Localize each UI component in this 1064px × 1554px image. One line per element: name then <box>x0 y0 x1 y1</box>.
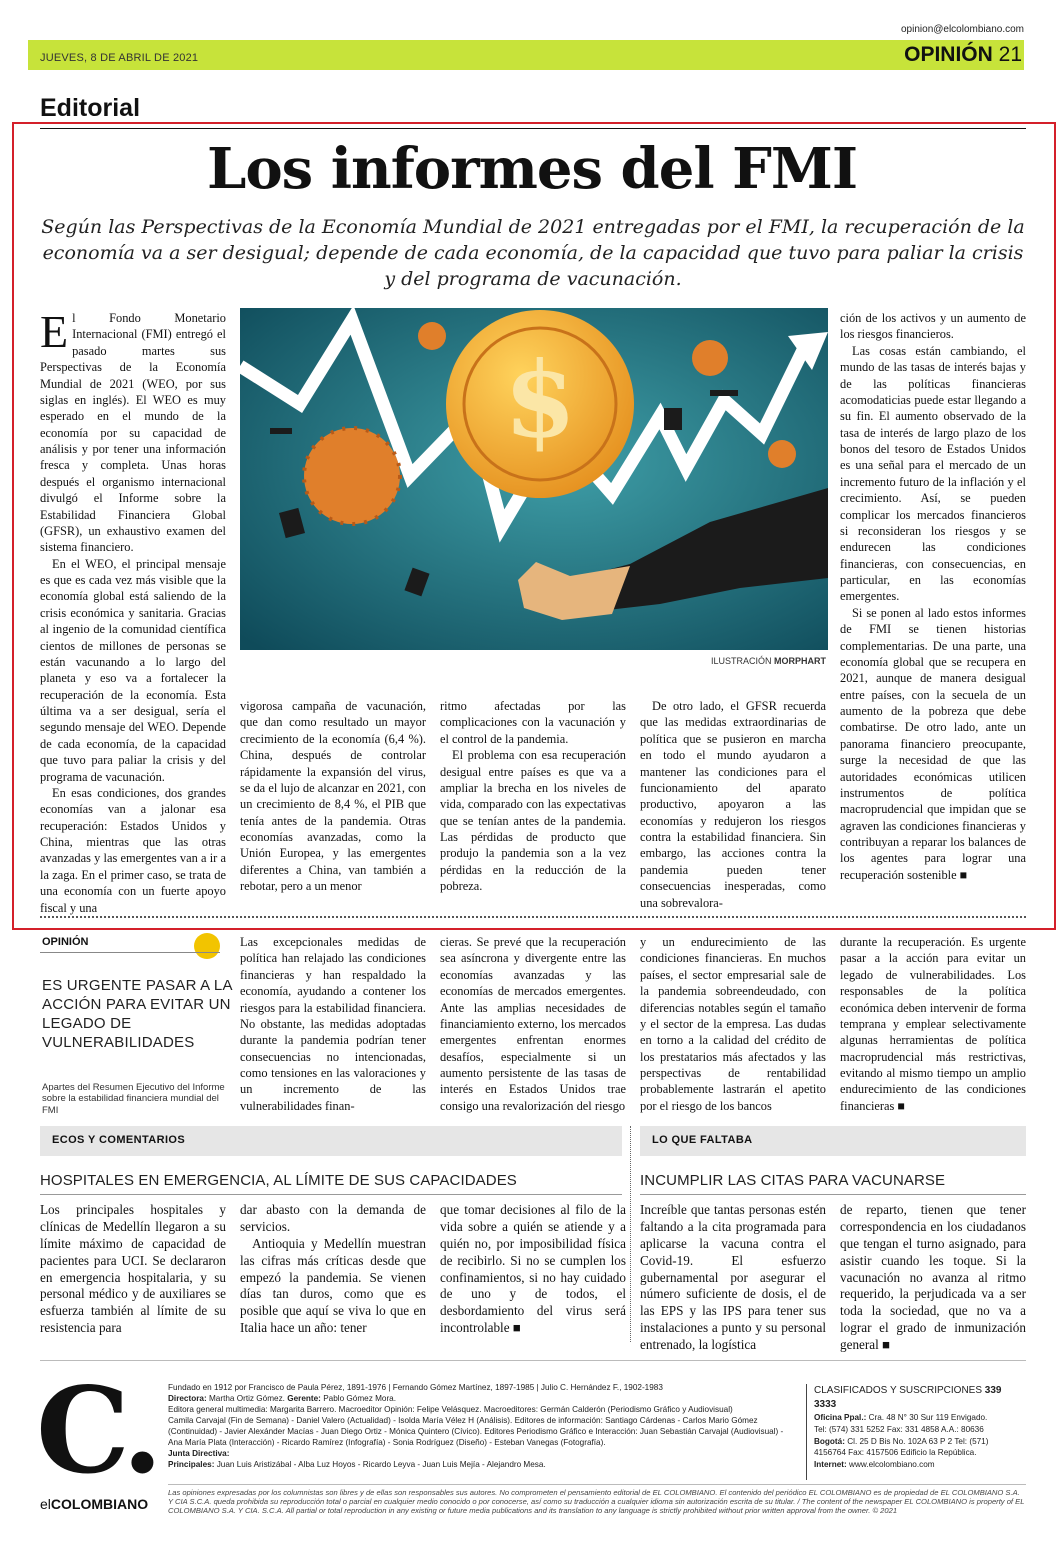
section-name: OPINIÓN <box>904 43 993 66</box>
illustration-art <box>240 308 828 650</box>
drop-cap: E <box>40 306 69 357</box>
paragraph: durante la recuperación. Es urgente pasar a la acción para evitar un legado de vulnerabilidades. Los responsables de la política económica deben intervenir de forma temprana y emplear selectivamente algunas herramientas de política macroprudencial más restrictivas, evitando al mismo tiempo un amplio endurecimiento de las condiciones financieras ■ <box>840 935 1026 1113</box>
directora-name: Martha Ortiz Gómez. <box>208 1393 285 1403</box>
classifieds-label: CLASIFICADOS Y SUSCRIPCIONES <box>814 1385 983 1396</box>
faltaba-band: LO QUE FALTABA <box>640 1126 1026 1156</box>
divider <box>40 916 1026 918</box>
faltaba-column-2 <box>840 1202 1026 1354</box>
classifieds-line <box>814 1384 1026 1412</box>
ecos-column-3 <box>440 1202 626 1337</box>
bogota-line-2: 4156764 Fax: 4157506 Edificio la República. <box>814 1448 977 1458</box>
divider <box>806 1384 807 1480</box>
paragraph: Las cosas están cambiando, el mundo de las tasas de interés bajas y de las políticas financieras acomodaticias puede estar llegando a su fin. El aumento observado de la tasa de interés de largo plazo de los bonos del tesoro de Estados Unidos es una señal para el mercado de un incremento futuro de la inflación y el crecimiento. Así, se pueden complicar los mercados financieros si reconsideran los riesgos y se endurecen las condiciones financieras, con consecuencias, en particular, en las economías emergentes. <box>840 343 1026 604</box>
issue-date: JUEVES, 8 DE ABRIL DE 2021 <box>40 52 199 64</box>
contact-email[interactable]: opinion@elcolombiano.com <box>901 24 1024 35</box>
opinion-column-2 <box>440 934 626 1114</box>
office-label: Oficina Ppal.: <box>814 1413 867 1423</box>
ecos-column-2 <box>240 1202 426 1337</box>
paragraph: El problema con esa recuperación desigual entre países es que va a ampliar la brecha en los niveles de vida, comparado con las expectativas que se tenían antes de la pandemia. Las pérdidas de producto que produjo la pandemia son a la vez pérdidas en la reducción de la pobreza. <box>440 748 626 894</box>
opinion-column-4 <box>840 934 1026 1114</box>
paragraph: Increíble que tantas personas estén faltando a la cita programada para aplicarse la vacuna contra el Covid-19. El esfuerzo gubernamental por asegurar el número suficiente de dosis, el de las EPS y las IPS para tener sus instalaciones a punto y su personal entrenado, la logística <box>640 1202 826 1353</box>
opinion-label: OPINIÓN <box>42 936 89 948</box>
editorial-column-2 <box>240 698 426 895</box>
divider <box>40 128 1026 129</box>
paragraph: vigorosa campaña de vacunación, que dan como resultado un mayor crecimiento de la economía (6,4 %). China, después de controlar rápidamente la expansión del virus, se da el lujo de alcanzar en 2021, con un crecimiento de 8,4 %, el PIB que tenía antes de la pandemia. Otras economías avanzadas, como la Unión Europea, y las emergentes diferentes a China, van también a rebotar, pero a un menor <box>240 699 426 894</box>
principales-line <box>168 1460 798 1471</box>
editorial-illustration <box>240 308 828 650</box>
principales-label: Principales: <box>168 1459 215 1469</box>
paragraph: Antioquia y Medellín muestran las cifras más críticas desde que empezó la pandemia. Se vienen días tan duros, como que es posible que aquí se viva lo que en Italia hace un año: tener <box>240 1235 426 1336</box>
dollar-coin-icon <box>446 310 634 498</box>
directora-label: Directora: <box>168 1393 207 1403</box>
editorial-deck: Según las Perspectivas de la Economía Mundial de 2021 entregadas por el FMI, la recuperación de la economía va a ser desigual; depende de cada economía, de la capacidad que tuvo para paliar la crisis y del programa de vacunación. <box>41 216 1025 291</box>
divider <box>40 1194 622 1195</box>
credit-prefix: ILUSTRACIÓN <box>710 656 772 666</box>
bogota-label: Bogotá: <box>814 1436 845 1446</box>
classifieds-phone: 339 3333 <box>814 1385 1002 1411</box>
office-address: Cra. 48 N° 30 Sur 119 Envigado. <box>868 1413 988 1423</box>
bogota-address: Cl. 25 D Bis No. 102A 63 P 2 Tel: (571) <box>847 1436 989 1446</box>
editorial-label: Editorial <box>40 94 141 122</box>
virus-icon <box>692 340 728 376</box>
opinion-title: ES URGENTE PASAR A LA ACCIÓN PARA EVITAR UN LEGADO DE VULNERABILIDADES <box>42 977 232 1052</box>
paragraph: ritmo afectadas por las complicaciones con la vacunación y el control de la pandemia. <box>440 699 626 746</box>
paragraph: de reparto, tienen que tener correspondencia en los ciudadanos que tengan el turno asignado, para asistir cuando les toque. Si la vacunación no avanza al ritmo requerido, la perjudicada va a ser toda la sociedad, que no va a lograr el grado de inmunización general ■ <box>840 1202 1026 1353</box>
paragraph: En esas condiciones, dos grandes economías van a jalonar esa recuperación: Estados Unidos y China, mientras que las otras avanzadas y las emergentes van a ir a la zaga. En el primer caso, se trata de una economía con un fuerte apoyo fiscal y una <box>40 785 226 915</box>
logo-prefix: el <box>40 1496 51 1512</box>
staff-line: (Continuidad) - Javier Alexánder Macías - Juan Diego Ortiz - Mónica Quintero (Cívico). Editores Periodismo Gráfico e Interacción: Juan Sebastián Carvajal (Audiovisual) - <box>168 1426 784 1436</box>
paragraph: cieras. Se prevé que la recuperación sea asíncrona y divergente entre las economías avanzadas y las economías de mercados emergentes. Ante las amplias necesidades de financiamiento externo, los mercados emergentes enfrentan enormes desafíos, especialmente si un aumento persistente de las tasas de interés en Estados Unidos trae consigo una revalorización del riesgo <box>440 935 626 1113</box>
staff-line: Camila Carvajal (Fin de Semana) - Daniel Valero (Actualidad) - Isolda María Vélez H (Análisis). Editores de información: Santiago Cárdenas - Carlos Mario Gómez <box>168 1415 758 1425</box>
editorial-column-3 <box>440 698 626 895</box>
ecos-title: HOSPITALES EN EMERGENCIA, AL LÍMITE DE SUS CAPACIDADES <box>40 1172 517 1189</box>
editorial-column-4 <box>640 698 826 911</box>
editorial-column-1 <box>40 306 226 916</box>
virus-icon <box>418 322 446 350</box>
junta-label: Junta Directiva: <box>168 1448 230 1458</box>
virus-icon <box>304 428 400 524</box>
paragraph: que tomar decisiones al filo de la vida sobre a quién se atiende y a quién no, por imposibilidad física de recibirlo. Si no se cumplen los confinamientos, si no hay cuidado de uno y de todos, el desbordamiento del virus será incontrolable ■ <box>440 1202 626 1336</box>
newspaper-logo: C. <box>36 1361 157 1500</box>
section-page-tag <box>904 43 1022 67</box>
logo-name: COLOMBIANO <box>50 1496 149 1512</box>
masthead <box>168 1383 798 1471</box>
office-line <box>814 1412 1026 1424</box>
newspaper-name <box>40 1496 148 1512</box>
svg-text:$: $ <box>503 338 577 461</box>
phone-line: Tel: (574) 331 5252 Fax: 331 4858 A.A.: 80636 <box>814 1425 984 1435</box>
direction-line <box>168 1394 798 1405</box>
divider <box>40 1360 1026 1361</box>
opinion-column-1 <box>240 934 426 1114</box>
ecos-column-1 <box>40 1202 226 1337</box>
opinion-icon <box>194 933 220 959</box>
internet-label: Internet: <box>814 1459 847 1469</box>
principales-names: Juan Luis Aristizábal - Alba Luz Hoyos - Ricardo Leyva - Juan Luis Mejía - Alejandro Mesa. <box>216 1459 546 1469</box>
illustration-credit <box>640 656 826 666</box>
virus-icon <box>768 440 796 468</box>
faltaba-title: INCUMPLIR LAS CITAS PARA VACUNARSE <box>640 1172 946 1189</box>
paragraph: En el WEO, el principal mensaje es que es cada vez más visible que la economía global está saliendo de la crisis económica y sanitaria. Gracias al ingenio de la comunidad científica cientos de millones de personas se están vacunando a lo largo del planeta y eso va a fortalecer la recuperación de la economía. Esta última va a ser desigual, sería el segundo mensaje del WEO. Depende de cada economía, de la capacidad que tuvo para paliar la crisis y del programa de vacunación. <box>40 556 226 784</box>
editorial-headline: Los informes del FMI <box>206 136 858 202</box>
gerente-name: Pablo Gómez Mora. <box>323 1393 396 1403</box>
paragraph: ción de los activos y un aumento de los riesgos financieros. <box>840 311 1026 342</box>
ecos-band: ECOS Y COMENTARIOS <box>40 1126 622 1156</box>
paragraph: y un endurecimiento de las condiciones financieras. En muchos países, el sector empresarial sale de la pandemia sobreendeudado, con diferencias notables según el tamaño y el sector de la empresa. Las dudas en torno a la calidad del crédito de los prestatarios más afectados y las perspectivas de rentabilidad probablemente lastrarán el apetito por el riesgo de los bancos <box>640 935 826 1113</box>
paragraph: Las excepcionales medidas de política han relajado las condiciones financieras y han respaldado la economía, ayudando a contener los riesgos para la estabilidad financiera. No obstante, las medidas adoptadas durante la pandemia podrían tener consecuencias no intencionadas, como tensiones en las valoraciones y un incremento de las vulnerabilidades finan- <box>240 935 426 1113</box>
editorial-column-5 <box>840 310 1026 883</box>
contact-block <box>814 1384 1026 1471</box>
page-number: 21 <box>998 43 1022 66</box>
opinion-column-3 <box>640 934 826 1114</box>
paragraph: dar abasto con la demanda de servicios. <box>240 1202 426 1234</box>
divider <box>168 1484 1026 1485</box>
divider <box>40 952 220 953</box>
column-separator <box>630 1126 631 1342</box>
junta-line <box>168 1449 798 1460</box>
paragraph: l Fondo Monetario Internacional (FMI) entregó el pasado martes sus Perspectivas de la Economía Mundial de 2021 (WEO, por sus siglas en inglés). El WEO es muy esperado en el mundo de la economía por su capacidad de análisis y por tener una información fresca y completa. Unas horas después el organismo internacional divulgó el Informe sobre la Estabilidad Financiera Global (GFSR), un exhaustivo examen del sistema financiero. <box>40 311 226 555</box>
paragraph: Si se ponen al lado estos informes de FMI se tienen historias complementarias. De una parte, una economía global que se recupera en 2021, aunque de manera desigual entre países, con la secuela de un aumento de la pobreza que debe combatirse. De otro lado, ante un panorama financiero preocupante, surge la necesidad de que las autoridades económicas utilicen instrumentos de política macroprudencial que impidan que se agraven las condiciones financieras y contribuyan a reparar los balances de los agentes para lograr una recuperación sostenible ■ <box>840 605 1026 882</box>
paragraph: De otro lado, el GFSR recuerda que las medidas extraordinarias de política que se pusieron en marcha en todo el mundo ayudaron a mantener las condiciones para el funcionamiento del aparato productivo, apoyaron a las economías y redujeron los riesgos contra la estabilidad financiera. Sin embargo, las acciones contra la pandemia pueden tener consecuencias inesperadas, como una sobrevalora- <box>640 699 826 910</box>
credit-name: MORPHART <box>774 656 826 666</box>
staff-line: Editora general multimedia: Margarita Barrero. Macroeditor Opinión: Felipe Velásquez. Macroeditores: Germán Calderón (Periodismo Gráfico y Audiovisual) <box>168 1404 733 1414</box>
opinion-source: Apartes del Resumen Ejecutivo del Informe sobre la estabilidad financiera mundial del FMI <box>42 1082 225 1116</box>
faltaba-column-1 <box>640 1202 826 1354</box>
gerente-label: Gerente: <box>287 1393 321 1403</box>
divider <box>640 1194 1026 1195</box>
staff-line: Ana María Plata (Interacción) - Ricardo Ramírez (Infografía) - Sonia Rodríguez (Diseño) - Esteban Vanegas (Fotografía). <box>168 1437 606 1447</box>
paragraph: Los principales hospitales y clínicas de Medellín llegaron a su límite máximo de capacidad de pacientes para UCI. Se declararon en emergencia hospitalaria, y su personal médico y de auxiliares se esfuerza también al límite de su resistencia para <box>40 1202 226 1336</box>
internet-line <box>814 1459 1026 1471</box>
founders-line: Fundado en 1912 por Francisco de Paula Pérez, 1891-1976 | Fernando Gómez Martínez, 1897-1985 | Julio C. Hernández F., 1902-1983 <box>168 1383 663 1392</box>
bogota-line <box>814 1436 1026 1448</box>
website-link[interactable]: www.elcolombiano.com <box>849 1459 935 1469</box>
legal-notice: Las opiniones expresadas por los columnistas son libres y de ellas son responsables sus autores. No comprometen el pensamiento editorial de EL COLOMBIANO. El contenido del periódico EL COLOMBIANO es de propiedad de EL COLOMBIANO S.A. Y CIA S.C.A. queda prohibida su reproducción total o parcial en cualquier medio conocido o por conocerse, así como su traducción a cualquier idioma sin autorización escrita de su titular. / The content of the newspaper EL COLOMBIANO is property of EL COLOMBIANO S.A. Y CIA. S.C.A. All partial or total reproduction in any existing or future media publications and its translation to any language is strictly prohibited without prior written approval from the owner. © 2021 <box>168 1488 1025 1516</box>
